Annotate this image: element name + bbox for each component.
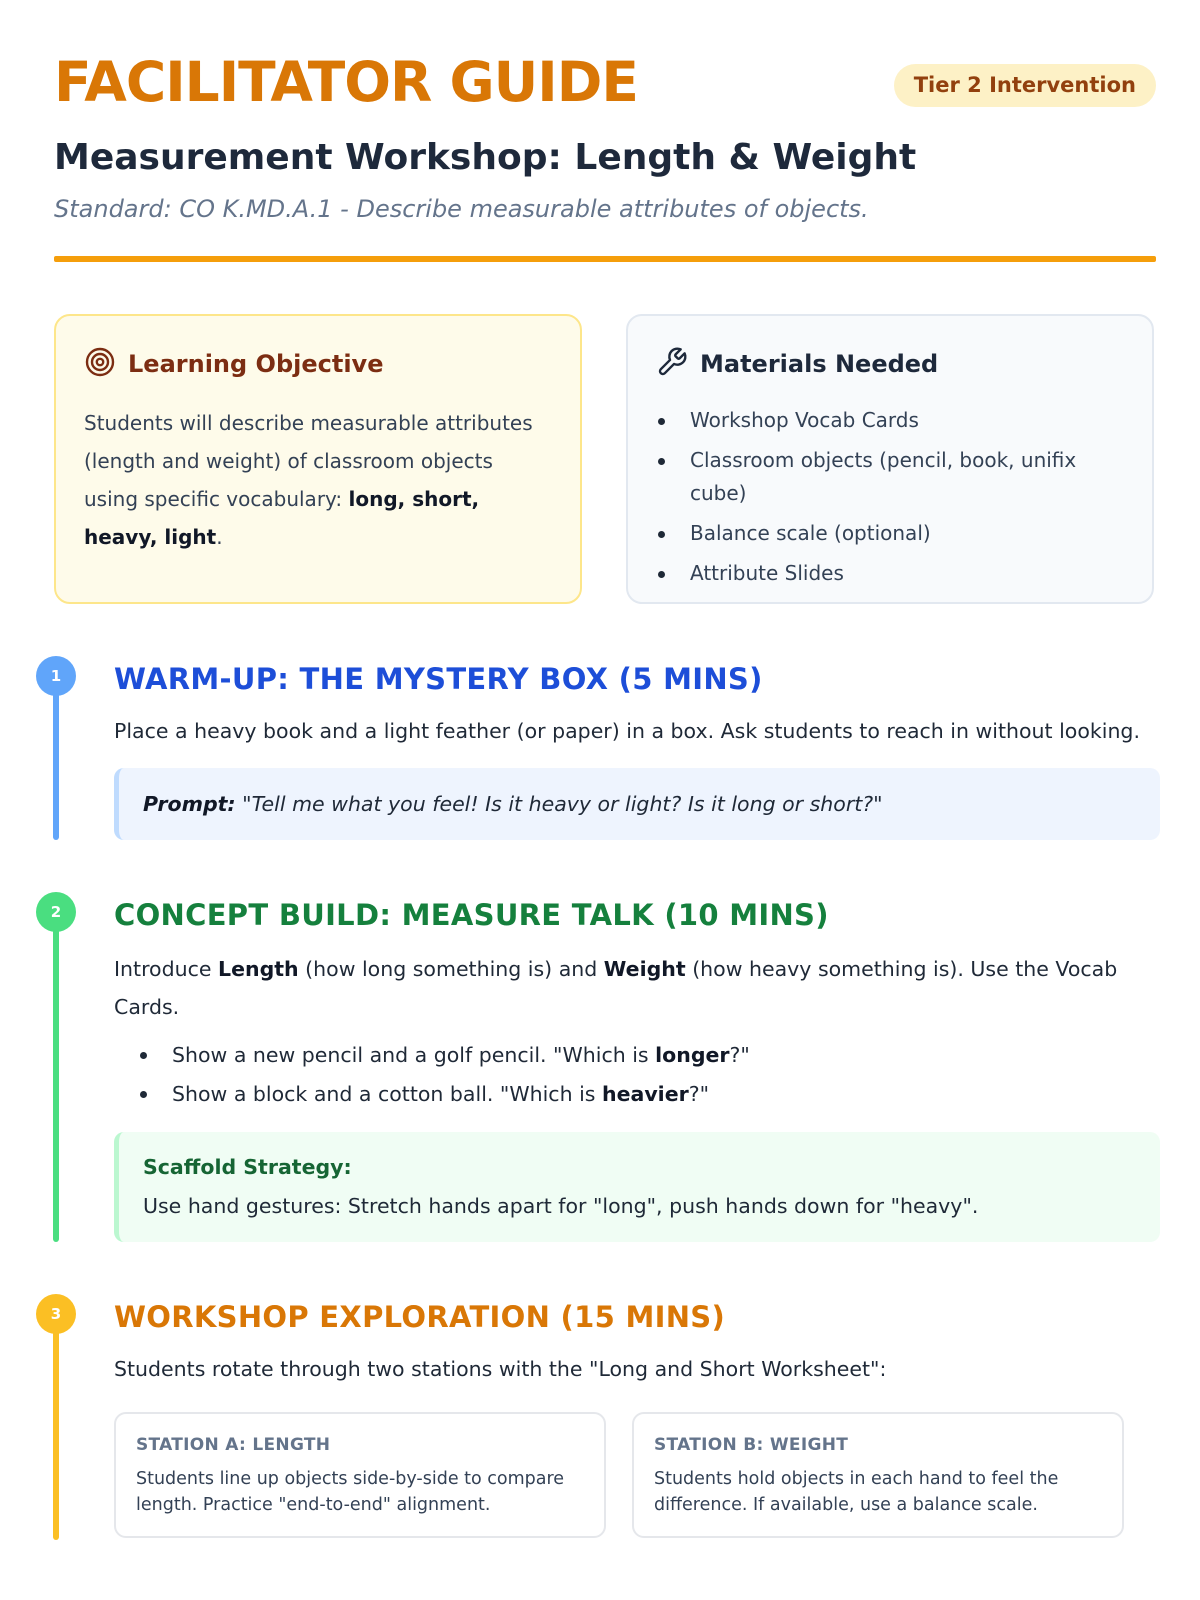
step-description: Students rotate through two stations with the "Long and Short Worksheet": [114, 1357, 887, 1381]
step-timeline-line [53, 912, 59, 1242]
list-item: Balance scale (optional) [656, 517, 1124, 550]
scaffold-callout [114, 1132, 1160, 1242]
step-text-part: (how long something is) and [298, 957, 604, 981]
bullet-bold: longer [655, 1043, 730, 1067]
step-title: WARM-UP: THE MYSTERY BOX (5 MINS) [114, 662, 763, 696]
station-weight-card [632, 1412, 1124, 1538]
station-title: STATION A: LENGTH [136, 1435, 331, 1455]
bullet-text: Show a new pencil and a golf pencil. "Which is [172, 1043, 656, 1067]
bullet-text: Show a block and a cotton ball. "Which is [172, 1082, 602, 1106]
page-subtitle: Measurement Workshop: Length & Weight [54, 137, 917, 178]
vocab-weight: Weight [603, 957, 686, 981]
prompt-callout [114, 768, 1160, 840]
objective-text-before: Students will describe measurable attributes (length and weight) of classroom objects using specific vocabulary: [84, 411, 533, 511]
scaffold-text: Use hand gestures: Stretch hands apart for "long", push hands down for "heavy". [143, 1194, 979, 1218]
vocab-length: Length [218, 957, 299, 981]
list-item: Workshop Vocab Cards [656, 404, 1124, 437]
step-number-badge: 1 [36, 656, 76, 696]
materials-title: Materials Needed [700, 349, 939, 378]
learning-objective-header [84, 346, 552, 382]
step-number-badge: 3 [36, 1294, 76, 1334]
tier-badge: Tier 2 Intervention [894, 64, 1156, 107]
comparison-list [138, 1036, 750, 1114]
target-icon [84, 346, 116, 382]
step-timeline-line [53, 1314, 59, 1540]
page-title: FACILITATOR GUIDE [54, 50, 638, 114]
wrench-icon [656, 346, 688, 382]
learning-objective-card [54, 314, 582, 604]
standard-line: Standard: CO K.MD.A.1 - Describe measurable attributes of objects. [54, 195, 869, 223]
list-item [138, 1036, 750, 1075]
step-text-part: Introduce [114, 957, 219, 981]
list-item: Attribute Slides [656, 557, 1124, 590]
materials-card [626, 314, 1154, 604]
list-item [138, 1075, 750, 1114]
step-number-badge: 2 [36, 892, 76, 932]
list-item: Classroom objects (pencil, book, unifix cube) [656, 444, 1124, 510]
bullet-bold: heavier [601, 1082, 689, 1106]
station-text: Students hold objects in each hand to feel the difference. If available, use a balance scale. [654, 1469, 1059, 1515]
materials-header [656, 346, 1124, 382]
learning-objective-text [84, 404, 552, 556]
objective-vocab: long, short, heavy, light [84, 487, 480, 549]
station-title: STATION B: WEIGHT [654, 1435, 849, 1455]
step-description [114, 950, 1160, 1026]
station-length-card [114, 1412, 606, 1538]
scaffold-title: Scaffold Strategy: [143, 1155, 352, 1179]
prompt-label: Prompt: [143, 792, 236, 816]
station-text: Students line up objects side-by-side to compare length. Practice "end-to-end" alignment. [136, 1469, 565, 1515]
step-title: CONCEPT BUILD: MEASURE TALK (10 MINS) [114, 898, 829, 932]
header-divider [54, 256, 1156, 262]
bullet-text: ?" [729, 1043, 750, 1067]
step-timeline-line [53, 676, 59, 840]
learning-objective-title: Learning Objective [128, 349, 384, 378]
step-title: WORKSHOP EXPLORATION (15 MINS) [114, 1300, 726, 1334]
step-text-part: (how heavy something is). Use the Vocab Cards. [114, 957, 1118, 1019]
bullet-text: ?" [688, 1082, 710, 1106]
materials-list [656, 404, 1124, 590]
step-description: Place a heavy book and a light feather (or paper) in a box. Ask students to reach in without looking. [114, 719, 1140, 743]
prompt-text: "Tell me what you feel! Is it heavy or light? Is it long or short?" [235, 792, 883, 816]
objective-text-after: . [216, 525, 223, 549]
